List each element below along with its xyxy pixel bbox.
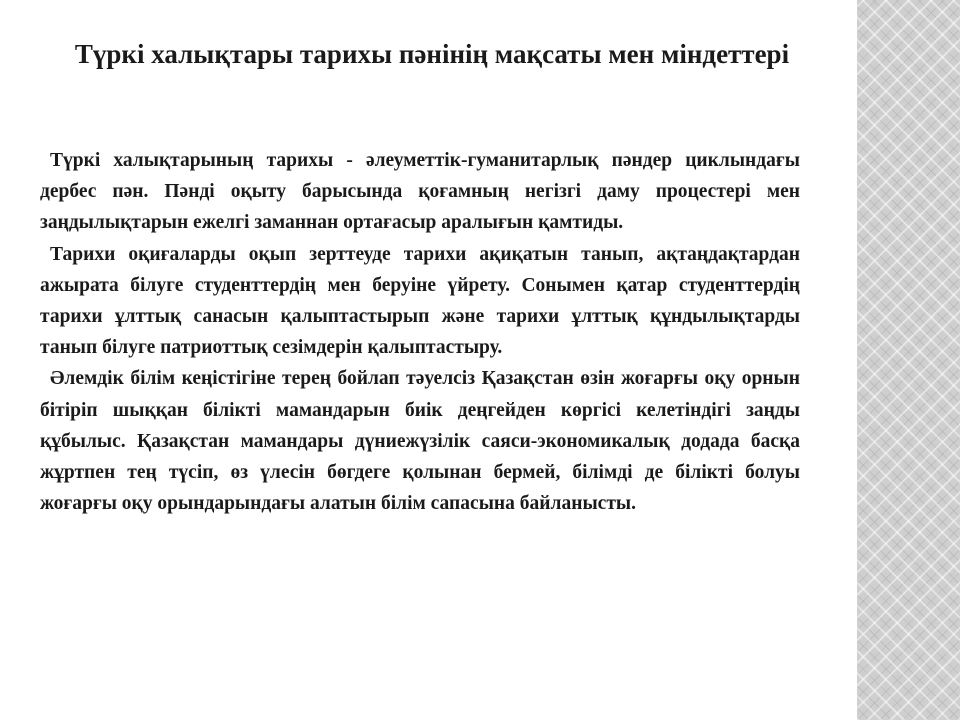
paragraph: Түркі халықтарының тарихы - әлеуметтік-гуманитарлық пәндер циклындағы дербес пән. Пәнді оқыту барысында қоғамның негізгі даму процестері мен заңдылықтарын ежелгі заманнан ортағасыр аралығын қамтиды. — [40, 150, 800, 234]
paragraph: Тарихи оқиғаларды оқып зерттеуде тарихи ақиқатын танып, ақтаңдақтардан ажырата білуге студенттердің мен беруіне үйрету. Сонымен қатар студенттердің тарихи ұлттық санасын қалыптастырып және тарихи ұлттық құндылықтарды танып білуге патриоттық сезімдерін қалыптастыру. — [40, 243, 800, 359]
page-title: Түркі халықтары тарихы пәнінің мақсаты мен міндеттері — [74, 39, 790, 69]
slide-body — [40, 145, 800, 519]
paragraph: Әлемдік білім кеңістігіне терең бойлап тәуелсіз Қазақстан өзін жоғарғы оқу орнын бітіріп шыққан білікті мамандарын биік деңгейден көргісі келетіндігі заңды құбылыс. Қазақстан мамандары дүниежүзілік саяси-экономикалық додада басқа жұртпен тең түсіп, өз үлесін бөгдеге қолынан бермей, білімді де білікті болуы жоғарғы оқу орындарындағы алатын білім сапасына байланысты. — [40, 368, 800, 515]
decorative-side-pattern — [857, 0, 960, 720]
